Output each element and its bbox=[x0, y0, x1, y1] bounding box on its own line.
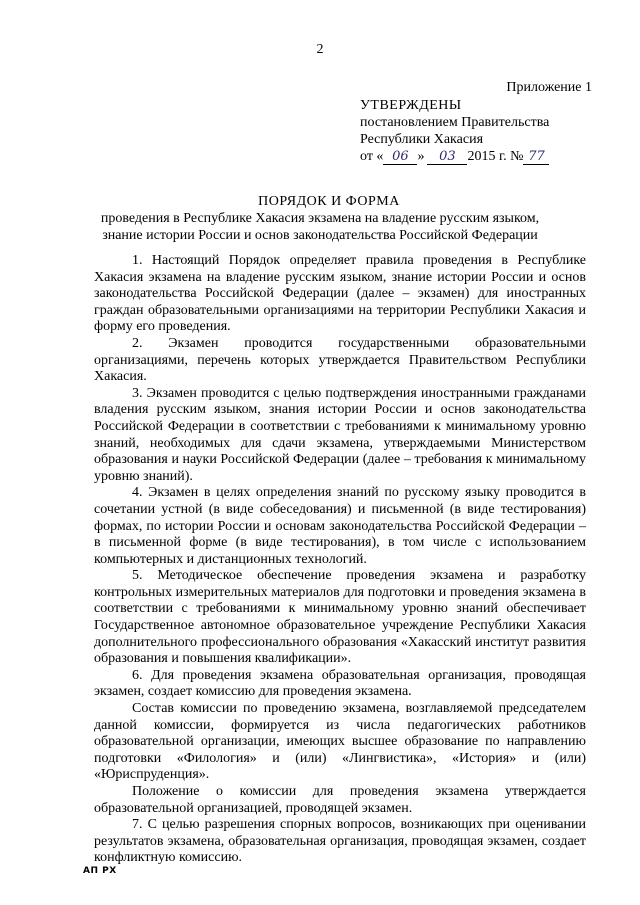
handwritten-number: 77 bbox=[523, 150, 549, 165]
date-prefix: от « bbox=[360, 149, 384, 164]
handwritten-day: 06 bbox=[383, 150, 417, 165]
title-sub-1: проведения в Республике Хакасия экзамена на владение русским языком, bbox=[100, 211, 540, 226]
approval-line-2: Республики Хакасия bbox=[360, 132, 484, 147]
approval-date-line bbox=[360, 148, 549, 165]
paragraph-3: 3. Экзамен проводится с целью подтверждения иностранными гражданами владения русским языком, знания истории России и основ законодательства Российской Федерации в соответствии с требованиями к минимальному уровню знаний, необходимых для сдачи экзамена, утверждаемыми Министерством образования и науки Российской Федерации (далее – требования к минимальному уровню знаний). bbox=[94, 385, 586, 484]
title-main: ПОРЯДОК И ФОРМА bbox=[258, 194, 400, 209]
paragraph-6-regulation: Положение о комиссии для проведения экзамена утверждается образовательной организацией, проводящей экзамен. bbox=[94, 784, 586, 816]
footer-mark: АП РХ bbox=[83, 866, 117, 876]
paragraph-6: 6. Для проведения экзамена образовательная организация, проводящая экзамен, создает комиссию для проведения экзамена. bbox=[94, 667, 586, 700]
paragraph-5: 5. Методическое обеспечение проведения экзамена и разработку контрольных измерительных материалов для подготовки и проведения экзамена в соответствии с требованиями к минимальному уровню знаний обеспечивает Государственное автономное образовательное учреждение Республики Хакасия дополнительного профессионального образования «Хакасский институт развития образования и повышения квалификации». bbox=[94, 568, 586, 667]
handwritten-month: 03 bbox=[427, 150, 467, 165]
appendix-label: Приложение 1 bbox=[506, 80, 592, 95]
paragraph-1: 1. Настоящий Порядок определяет правила проведения в Республике Хакасия экзамена на владение русским языком, знание истории России и основ законодательства Российской Федерации (далее – экзамен) для иностранных граждан образовательными организациями на территории Республики Хакасия и форму его проведения. bbox=[94, 253, 586, 335]
document-title bbox=[0, 193, 640, 244]
approval-heading: УТВЕРЖДЕНЫ bbox=[360, 98, 462, 113]
paragraph-4: 4. Экзамен в целях определения знаний по русскому языку проводится в сочетании устной (в виде собеседования) и письменной (в виде тестирования) формах, по истории России и основам законодательства Российской Федерации – в письменной форме (в виде тестирования), в том числе с использованием компьютерных и дистанционных технологий. bbox=[94, 485, 586, 567]
date-year: 2015 г. № bbox=[467, 149, 524, 164]
page-number: 2 bbox=[316, 42, 324, 57]
approval-block bbox=[360, 97, 549, 165]
date-mid: » bbox=[417, 149, 425, 164]
paragraph-2: 2. Экзамен проводится государственными образовательными организациями, перечень которых утверждается Правительством Республики Хакасия. bbox=[94, 335, 586, 385]
paragraph-7: 7. С целью разрешения спорных вопросов, возникающих при оценивании результатов экзамена, образовательная организация, проводящая экзамен, создает конфликтную комиссию. bbox=[94, 817, 586, 866]
title-sub-2: знание истории России и основ законодательства Российской Федерации bbox=[102, 228, 538, 243]
document-body bbox=[94, 253, 586, 867]
approval-line-1: постановлением Правительства bbox=[360, 115, 550, 130]
paragraph-6-commission: Состав комиссии по проведению экзамена, возглавляемой председателем данной комиссии, формируется из числа педагогических работников образовательной организации, имеющих высшее образование по направлению подготовки «Филология» и (или) «Лингвистика», «История» и (или) «Юриспруденция». bbox=[94, 701, 586, 783]
